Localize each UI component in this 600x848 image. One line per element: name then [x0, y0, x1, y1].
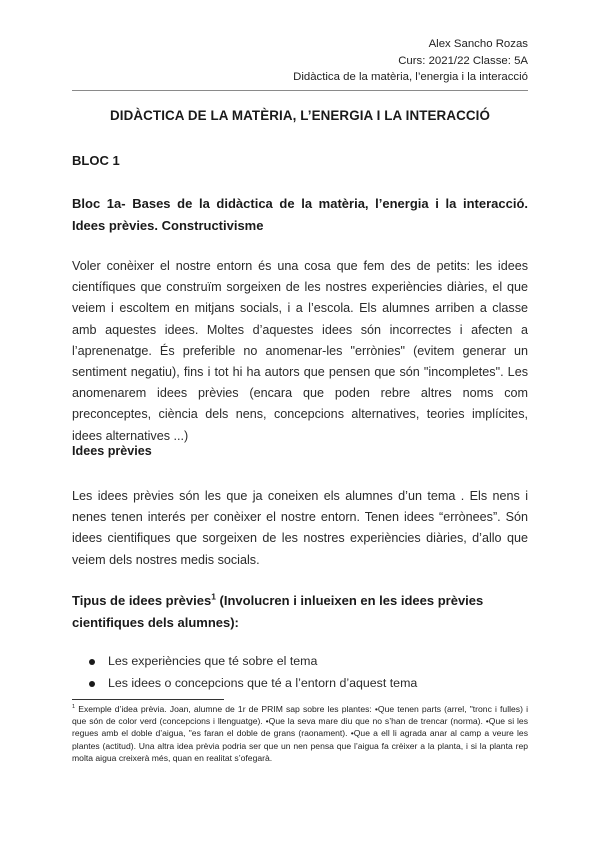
header-divider [72, 90, 528, 91]
header-course: Curs: 2021/22 Classe: 5A [398, 54, 528, 67]
header-author: Alex Sancho Rozas [428, 38, 528, 50]
footnote-reference[interactable]: 1 [211, 591, 216, 602]
list-item [72, 651, 528, 673]
tipus-heading [72, 590, 528, 633]
document-title: DIDÀCTICA DE LA MATÈRIA, L’ENERGIA I LA INTERACCIÓ [110, 108, 490, 123]
ideas-previes-paragraph: Les idees prèvies són les que ja coneixen els alumnes d’un tema . Els nens i nenes tenen interés per conèixer el nostre entorn. Tenen idees “errònees”. Són idees cientifiques que sorgeixen de les nostres experiències diàries, d’allo que veiem dels nostres medis socials. [72, 489, 528, 567]
subsection-heading: Bloc 1a- Bases de la didàctica de la matèria, l’energia i la interacció. Idees prèvies. Constructivisme [72, 196, 528, 233]
tipus-heading-lead: Tipus de idees prèvies [72, 593, 212, 608]
footnote-mark: 1 [72, 704, 76, 711]
ideas-previes-heading: Idees prèvies [72, 444, 152, 458]
footnote-text: Exemple d’idea prèvia. Joan, alumne de 1r de PRIM sap sobre les plantes: •Que tenen parts (arrel, "tronc i fulles) i que són de color verd (concepcions i llenguatge). •Que la seva mare diu que no s’han de trencar (norma). •Que si les regues amb el doble d’aigua, "es faran el doble de grans (raonament). •Que a ell li agrada anar al camp a veure les plantes (actitud). Una altra idea prèvia podria ser que un nen pensa que l’aigua fa crèixer a la planta, i si la planta rep molta aigua creixerà més, quan en realitat s’ofegarà. [72, 704, 528, 763]
section-heading-bloc: BLOC 1 [72, 153, 120, 168]
list-item [72, 673, 528, 695]
tipus-list [72, 651, 528, 694]
footnote [72, 703, 528, 764]
page-header [293, 36, 528, 86]
list-item-text: Les idees o concepcions que té a l’entorn d’aquest tema [108, 675, 418, 690]
footnote-divider [72, 699, 224, 700]
bullet-icon [89, 681, 95, 687]
bullet-icon [89, 659, 95, 665]
header-subject: Didàctica de la matèria, l’energia i la interacció [293, 71, 528, 83]
list-item-text: Les experiències que té sobre el tema [108, 654, 318, 668]
intro-paragraph: Voler conèixer el nostre entorn és una cosa que fem des de petits: les idees científiques que construïm sorgeixen de les nostres experiències diàries, el que veiem i escoltem en mitjans socials, i a l’escola. Els alumnes arriben a classe amb aquestes idees. Moltes d’aquestes idees són incorrectes i afecten a l’aprenenatge. És preferible no anomenar-les "errònies" (evitem generar un sentiment negatiu), fins i tot hi ha autors que pensen que són "incompletes". Les anomenarem idees prèvies (encara que poden rebre altres noms com preconceptes, ciència dels nens, concepcions alternatives, teories implícites, idees alternatives ...) [72, 259, 528, 443]
tipus-heading-rest: (Involucren i inlueixen en les idees prèvies cientifiques dels alumnes): [72, 593, 484, 630]
